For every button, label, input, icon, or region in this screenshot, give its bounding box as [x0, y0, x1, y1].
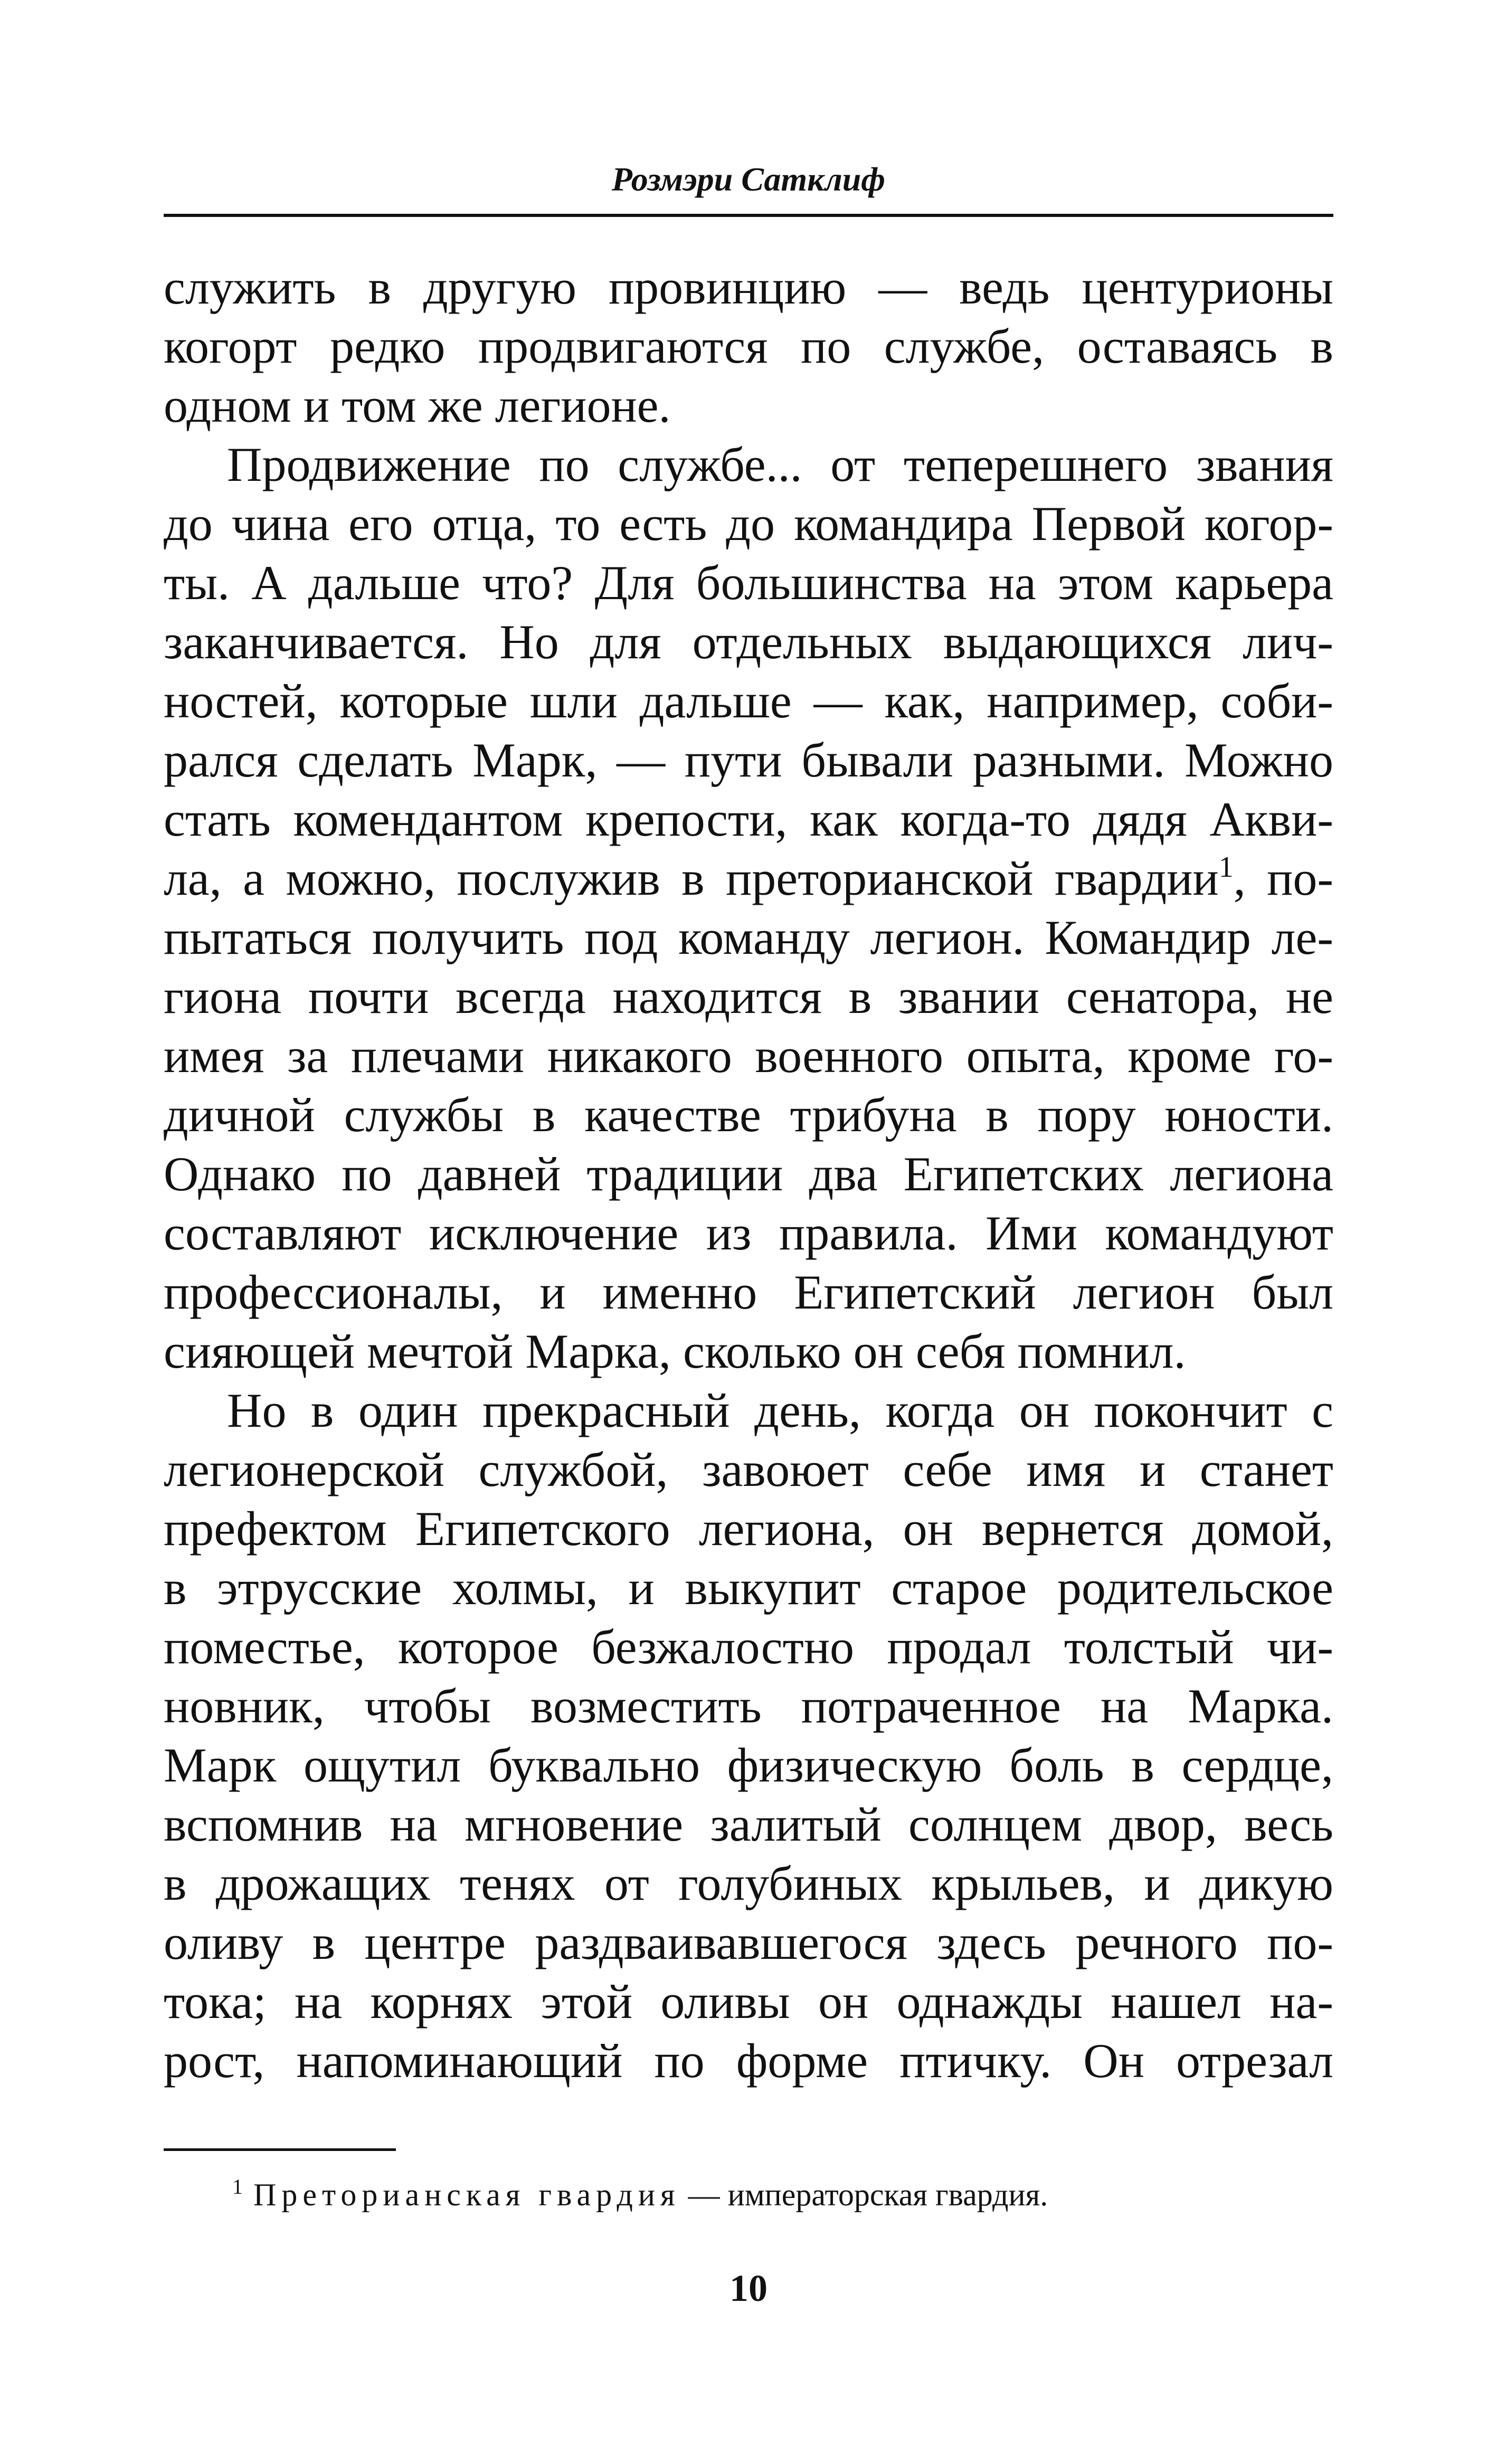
text-line: рался сделать Марк, — пути бывали разными. Можно	[164, 733, 1333, 787]
text-line: сияющей мечтой Марка, сколько он себя помнил.	[164, 1324, 1186, 1378]
text-line: ты. А дальше что? Для большинства на этом карьера	[164, 556, 1333, 610]
text-line: Марк ощутил буквально физическую боль в сердце,	[164, 1738, 1333, 1792]
body-text	[164, 258, 1333, 2090]
text-line: рост, напоминающий по форме птичку. Он отрезал	[164, 2034, 1333, 2088]
text-line: дичной службы в качестве трибуна в пору юности.	[164, 1088, 1333, 1142]
text-line: составляют исключение из правила. Ими командуют	[164, 1206, 1333, 1260]
text-line: ностей, которые шли дальше — как, например, соби-	[164, 674, 1333, 728]
text-line: тока; на корнях этой оливы он однажды нашел на-	[164, 1975, 1333, 2029]
text-line: оливу в центре раздваивавшегося здесь речного по-	[164, 1916, 1333, 1969]
text-line-with-footnote	[164, 849, 1333, 908]
text-line: стать комендантом крепости, как когда-то дядя Акви-	[164, 792, 1333, 846]
footnote-mark: 1	[232, 2175, 243, 2198]
text-line: Однако по давней традиции два Египетских легиона	[164, 1147, 1333, 1201]
footnote	[232, 2174, 1048, 2216]
footnote-definition: императорская гвардия.	[727, 2177, 1048, 2212]
text-line: имея за плечами никакого военного опыта, кроме го-	[164, 1029, 1333, 1083]
text-line: заканчивается. Но для отдельных выдающихся лич-	[164, 615, 1333, 669]
text-line: служить в другую провинцию — ведь центурионы	[164, 260, 1333, 314]
header-rule	[164, 214, 1333, 217]
footnote-rule	[164, 2148, 396, 2151]
text-line: вспомнив на мгновение залитый солнцем двор, весь	[164, 1797, 1333, 1851]
text-line: новник, чтобы возместить потраченное на Марка.	[164, 1679, 1333, 1733]
footnote-term: Преторианская гвардия	[253, 2177, 680, 2212]
footnote-reference[interactable]: 1	[1218, 851, 1234, 884]
text-line: в дрожащих тенях от голубиных крыльев, и дикую	[164, 1856, 1333, 1910]
text-line: префектом Египетского легиона, он вернется домой,	[164, 1502, 1333, 1556]
text-line: когорт редко продвигаются по службе, оставаясь в	[164, 319, 1333, 373]
text-segment: , по-	[1233, 851, 1334, 905]
running-header-author: Розмэри Сатклиф	[611, 160, 886, 198]
text-line: в этрусские холмы, и выкупит старое родительское	[164, 1561, 1333, 1615]
text-line: одном и том же легионе.	[164, 378, 671, 432]
text-line: пытаться получить под команду легион. Командир ле-	[164, 911, 1333, 964]
text-line: легионерской службой, завоюет себе имя и станет	[164, 1443, 1333, 1496]
page-number: 10	[729, 2267, 768, 2309]
text-line: гиона почти всегда находится в звании сенатора, не	[164, 970, 1333, 1023]
text-segment: ла, а можно, послужив в преторианской гвардии	[164, 851, 1219, 905]
text-line: Продвижение по службе... от теперешнего звания	[227, 438, 1333, 491]
text-line: до чина его отца, то есть до командира Первой когор-	[164, 497, 1333, 551]
footnote-dash: —	[680, 2177, 728, 2212]
text-line: Но в один прекрасный день, когда он покончит с	[227, 1383, 1333, 1437]
text-line: поместье, которое безжалостно продал толстый чи-	[164, 1620, 1333, 1674]
text-line: профессионалы, и именно Египетский легион был	[164, 1265, 1333, 1319]
